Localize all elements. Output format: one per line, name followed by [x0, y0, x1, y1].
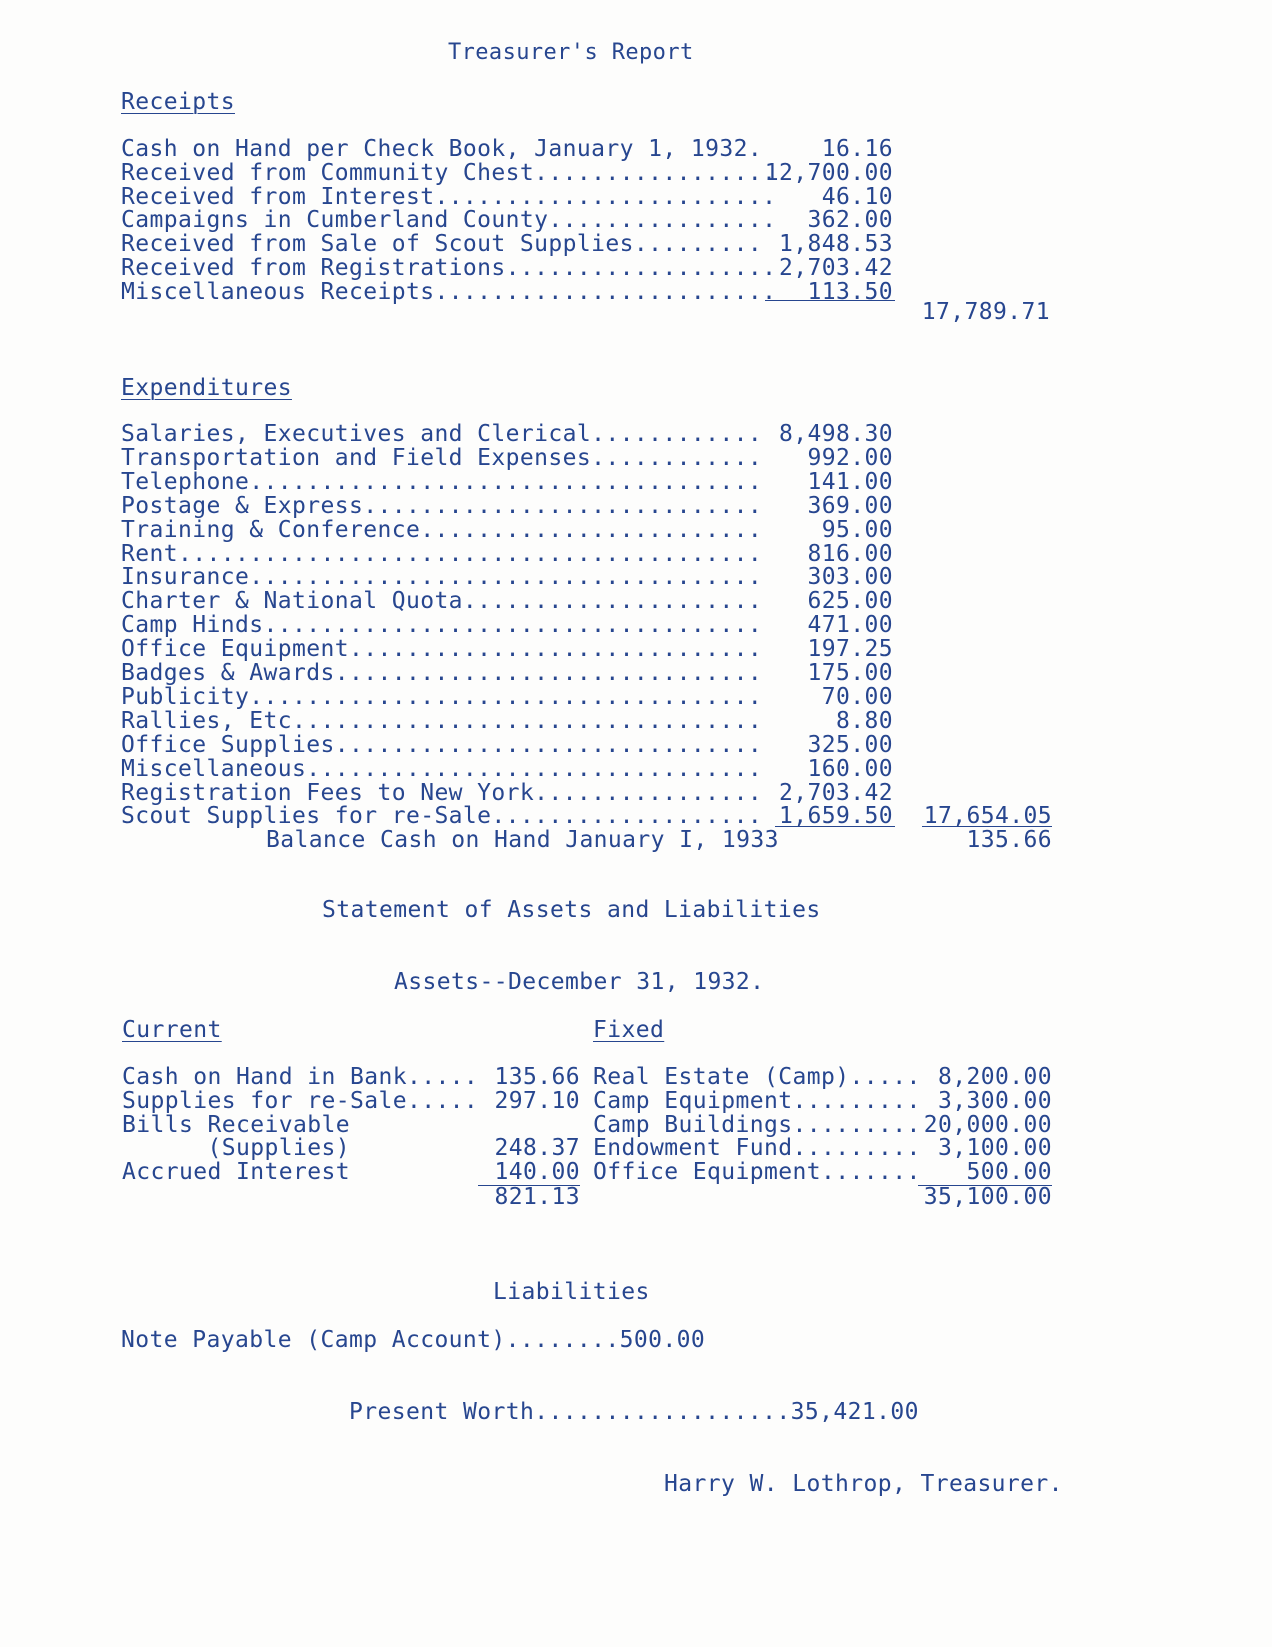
current-asset-amount: 140.00: [494, 1159, 580, 1186]
assets-heading: Assets--December 31, 1932.: [394, 969, 765, 995]
expenditure-item-label: Telephone....................................: [121, 468, 763, 495]
expenditure-item-label: Office Supplies..............................: [121, 731, 763, 758]
current-asset-amount: 248.37: [494, 1135, 580, 1162]
current-asset-amount: 135.66: [494, 1064, 580, 1090]
expenditure-item-label: Charter & National Quota.....................: [121, 588, 763, 615]
receipt-item-amount: 2,703.42: [779, 255, 893, 281]
page-title: Treasurer's Report: [448, 40, 694, 65]
expenditure-item-label: Scout Supplies for re-Sale...................: [121, 803, 763, 830]
receipt-item-amount: 12,700.00: [764, 159, 893, 186]
receipt-item-label: Received from Community Chest.................: [121, 159, 777, 186]
liability-line: Note Payable (Camp Account)........500.00: [121, 1327, 706, 1353]
receipt-item-amount: 113.50: [807, 278, 893, 305]
receipt-item-amount: 1,848.53: [779, 231, 893, 258]
expenditure-item-label: Miscellaneous................................: [121, 755, 763, 782]
expenditure-item-amount: 325.00: [807, 731, 893, 758]
expenditure-item-label: Badges & Awards..............................: [121, 660, 763, 686]
signature: Harry W. Lothrop, Treasurer.: [664, 1471, 1063, 1497]
expenditure-item-label: Rent.........................................: [121, 540, 763, 567]
fixed-asset-label: Endowment Fund.........: [593, 1135, 921, 1162]
expenditure-item-amount: 8,498.30: [779, 421, 893, 447]
current-asset-label: Accrued Interest: [122, 1159, 350, 1186]
current-asset-label: Supplies for re-Sale.....: [122, 1087, 479, 1114]
receipts-heading: Receipts: [121, 89, 235, 115]
fixed-asset-label: Camp Buildings.........: [593, 1111, 921, 1138]
expenditure-item-amount: 471.00: [807, 612, 893, 639]
expenditure-item-label: Camp Hinds...................................: [121, 612, 763, 639]
expenditure-item-amount: 141.00: [807, 468, 893, 495]
expenditure-item-amount: 2,703.42: [779, 779, 893, 806]
expenditure-item-label: Publicity....................................: [121, 683, 763, 710]
balance-label: Balance Cash on Hand January I, 1933: [266, 827, 779, 853]
fixed-asset-amount: 3,100.00: [938, 1135, 1052, 1162]
expenditure-item-label: Postage & Express............................: [121, 492, 763, 519]
expenditure-item-amount: 303.00: [807, 564, 893, 591]
expenditure-item-amount: 8.80: [836, 707, 893, 734]
expenditure-item-amount: 175.00: [807, 660, 893, 686]
fixed-asset-label: Office Equipment.......: [593, 1159, 921, 1186]
receipt-item-label: Received from Registrations...................: [121, 255, 777, 281]
fixed-asset-amount: 3,300.00: [938, 1087, 1052, 1114]
fixed-asset-amount: 20,000.00: [923, 1111, 1052, 1138]
expenditure-item-label: Registration Fees to New York................: [121, 779, 763, 806]
fixed-asset-amount: 8,200.00: [938, 1064, 1052, 1090]
current-asset-label: Cash on Hand in Bank.....: [122, 1064, 479, 1090]
receipts-subtotal-rule: [765, 300, 895, 301]
expenditure-item-amount: 95.00: [821, 516, 893, 543]
receipt-item-label: Received from Sale of Scout Supplies.........: [121, 231, 763, 258]
current-asset-label: Bills Receivable: [122, 1111, 350, 1138]
expenditure-item-amount: 160.00: [807, 755, 893, 782]
expenditure-item-amount: 992.00: [807, 444, 893, 471]
fixed-asset-amount: 500.00: [966, 1159, 1052, 1186]
receipt-item-label: Received from Interest........................: [121, 183, 777, 210]
receipt-item-amount: 16.16: [821, 136, 893, 162]
expenditure-item-amount: 816.00: [807, 540, 893, 567]
present-worth-line: Present Worth..................35,421.00: [349, 1399, 919, 1425]
current-asset-amount: 297.10: [494, 1087, 580, 1114]
expenditure-item-label: Rallies, Etc.................................: [121, 707, 763, 734]
fixed-assets-heading: Fixed: [593, 1017, 665, 1043]
expenditure-item-label: Training & Conference........................: [121, 516, 763, 543]
expenditure-item-label: Insurance....................................: [121, 564, 763, 591]
expenditure-item-amount: 625.00: [807, 588, 893, 615]
balance-amount: 135.66: [966, 827, 1052, 853]
current-asset-label: (Supplies): [122, 1135, 350, 1162]
expenditures-total: 17,654.05: [923, 803, 1052, 829]
expenditures-heading: Expenditures: [121, 375, 292, 401]
fixed-asset-label: Camp Equipment.........: [593, 1087, 921, 1114]
expenditure-item-label: Salaries, Executives and Clerical............: [121, 421, 763, 447]
expenditures-subtotal-rule: [775, 826, 895, 827]
receipt-item-label: Campaigns in Cumberland County................: [121, 207, 777, 234]
receipt-item-label: Cash on Hand per Check Book, January 1, 1932.: [121, 136, 763, 162]
liabilities-heading: Liabilities: [493, 1279, 650, 1305]
expenditure-item-label: Transportation and Field Expenses............: [121, 444, 763, 471]
current-assets-heading: Current: [122, 1017, 222, 1043]
fixed-assets-total: 35,100.00: [923, 1184, 1052, 1210]
expenditure-item-amount: 197.25: [807, 636, 893, 663]
receipt-item-label: Miscellaneous Receipts........................: [121, 278, 777, 305]
expenditure-item-amount: 1,659.50: [779, 803, 893, 830]
receipt-item-amount: 362.00: [807, 207, 893, 234]
fixed-asset-label: Real Estate (Camp).....: [593, 1064, 921, 1090]
expenditure-item-amount: 70.00: [821, 683, 893, 710]
current-assets-total: 821.13: [494, 1184, 580, 1210]
expenditure-item-amount: 369.00: [807, 492, 893, 519]
expenditure-item-label: Office Equipment.............................: [121, 636, 763, 663]
receipts-total: 17,789.71: [921, 299, 1050, 325]
statement-heading: Statement of Assets and Liabilities: [322, 897, 821, 923]
receipt-item-amount: 46.10: [821, 183, 893, 210]
